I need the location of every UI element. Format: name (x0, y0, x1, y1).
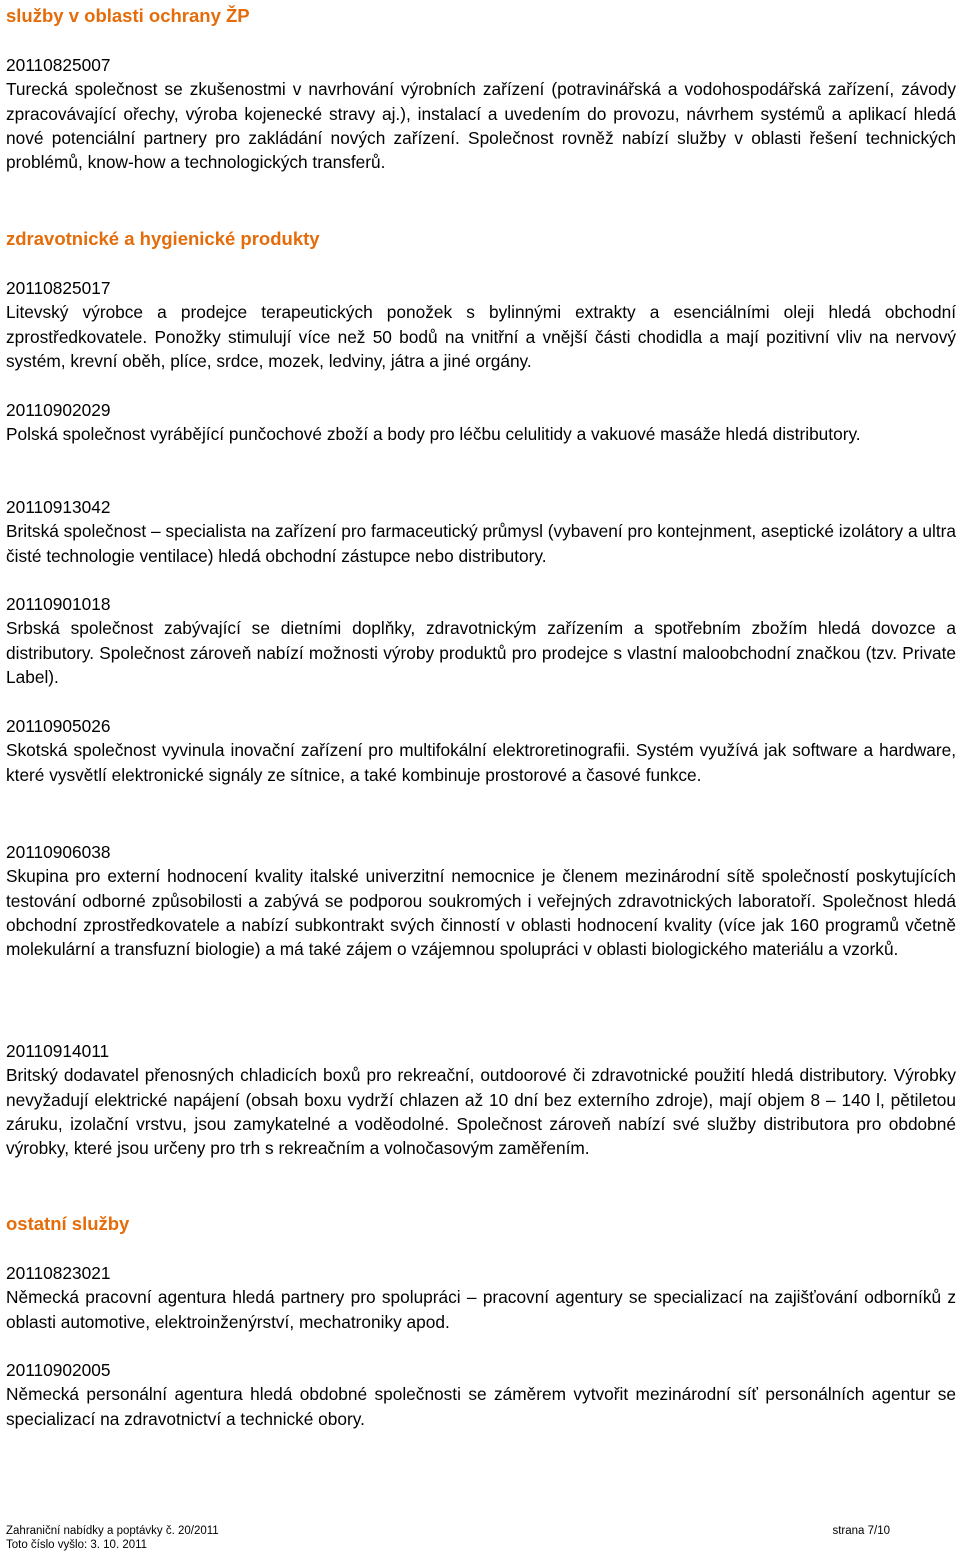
offer-entry (6, 592, 956, 689)
offer-entry (6, 276, 956, 373)
offer-entry (6, 714, 956, 787)
page-footer (6, 1524, 890, 1552)
offer-reference-number: 20110906038 (6, 842, 111, 862)
offer-description: Britská společnost – specialista na zařízení pro farmaceutický průmysl (vybavení pro kontejnment, aseptické izolátory a ultra čisté technologie ventilace) hledá obchodní zástupce nebo distributory. (6, 521, 956, 566)
offer-reference-number: 20110905026 (6, 716, 111, 736)
offer-description: Britský dodavatel přenosných chladicích boxů pro rekreační, outdoorové či zdravotnické použití hledá distributory. Výrobky nevyžadují elektrické napájení (obsah boxu vydrží chlazen až 10 dní bez externího zdroje), mají objem 8 – 140 l, pětiletou záruku, izolační vrstvu, jsou zamykatelné a voděodolné. Společnost zároveň nabízí své služby distributora pro obdobné výrobky, které jsou určeny pro trh s rekreačním a volnočasovým zaměřením. (6, 1065, 956, 1159)
offer-reference-number: 20110902029 (6, 400, 111, 420)
offer-description: Srbská společnost zabývající se dietními doplňky, zdravotnickým zařízením a spotřebním zbožím hledá dovozce a distributory. Společnost zároveň nabízí možnosti výroby produktů pro prodejce s vlastní maloobchodní značkou (tzv. Private Label). (6, 618, 956, 687)
offer-entry (6, 840, 956, 961)
offer-reference-number: 20110823021 (6, 1263, 111, 1283)
offer-reference-number: 20110902005 (6, 1360, 111, 1380)
offer-description: Německá pracovní agentura hledá partnery pro spolupráci – pracovní agentury se specializací na zajišťování odborníků z oblasti automotive, elektroinženýrství, mechatroniky apod. (6, 1287, 956, 1332)
offer-entry (6, 398, 956, 447)
footer-page-number: strana 7/10 (832, 1525, 890, 1537)
offer-description: Litevský výrobce a prodejce terapeutických ponožek s bylinnými extrakty a esenciálními oleji hledá obchodní zprostředkovatele. Ponožky stimulují více než 50 bodů na vnitřní a vnější části chodidla a mají pozitivní vliv na nervový systém, krevní oběh, plíce, srdce, mozek, ledviny, játra a jiné orgány. (6, 302, 956, 371)
offer-reference-number: 20110825017 (6, 278, 111, 298)
offer-entry (6, 1358, 956, 1431)
offer-description: Turecká společnost se zkušenostmi v navrhování výrobních zařízení (potravinářská a vodohospodářská zařízení, závody zpracovávající ořechy, výroba kojenecké stravy aj.), instalací a uvedením do provozu, návrhem systémů a aplikací hledá nové potenciální partnery pro zakládání nových zařízení. Společnost rovněž nabízí služby v oblasti řešení technických problémů, know-how a technologických transferů. (6, 79, 956, 173)
section-heading-environment: služby v oblasti ochrany ŽP (6, 5, 250, 26)
section-heading-other-services: ostatní služby (6, 1213, 130, 1234)
offer-description: Polská společnost vyrábějící punčochové zboží a body pro léčbu celulitidy a vakuové masáže hledá distributory. (6, 424, 861, 445)
offer-description: Skotská společnost vyvinula inovační zařízení pro multifokální elektroretinografii. Systém využívá jak software a hardware, které vysvětlí elektronické signály ze sítnice, a také kombinuje prostorové a časové funkce. (6, 740, 956, 785)
offer-description: Německá personální agentura hledá obdobné společnosti se záměrem vytvořit mezinárodní síť personálních agentur se specializací na zdravotnictví a technické obory. (6, 1384, 956, 1429)
section-heading-health-products: zdravotnické a hygienické produkty (6, 228, 320, 249)
offer-entry (6, 1261, 956, 1334)
offer-reference-number: 20110901018 (6, 594, 111, 614)
offer-entry (6, 53, 956, 174)
footer-publication-title: Zahraniční nabídky a poptávky č. 20/2011 (6, 1525, 219, 1537)
offer-entry (6, 495, 956, 568)
offer-reference-number: 20110914011 (6, 1041, 110, 1061)
offer-entry (6, 1039, 956, 1160)
offer-reference-number: 20110913042 (6, 497, 111, 517)
offer-reference-number: 20110825007 (6, 55, 111, 75)
footer-issue-date: Toto číslo vyšlo: 3. 10. 2011 (6, 1539, 148, 1551)
offer-description: Skupina pro externí hodnocení kvality italské univerzitní nemocnice je členem mezinárodní sítě společností poskytujících testování odborné způsobilosti a zabývá se podporou soukromých i veřejných zdravotnických laboratoří. Společnost hledá obchodní zprostředkovatele a nabízí subkontrakt svých činností v oblasti hodnocení kvality (více jak 160 programů včetně molekulární a transfuzní biologie) a má také zájem o vzájemnou spolupráci v oblasti biologického materiálu a vzorků. (6, 866, 956, 960)
